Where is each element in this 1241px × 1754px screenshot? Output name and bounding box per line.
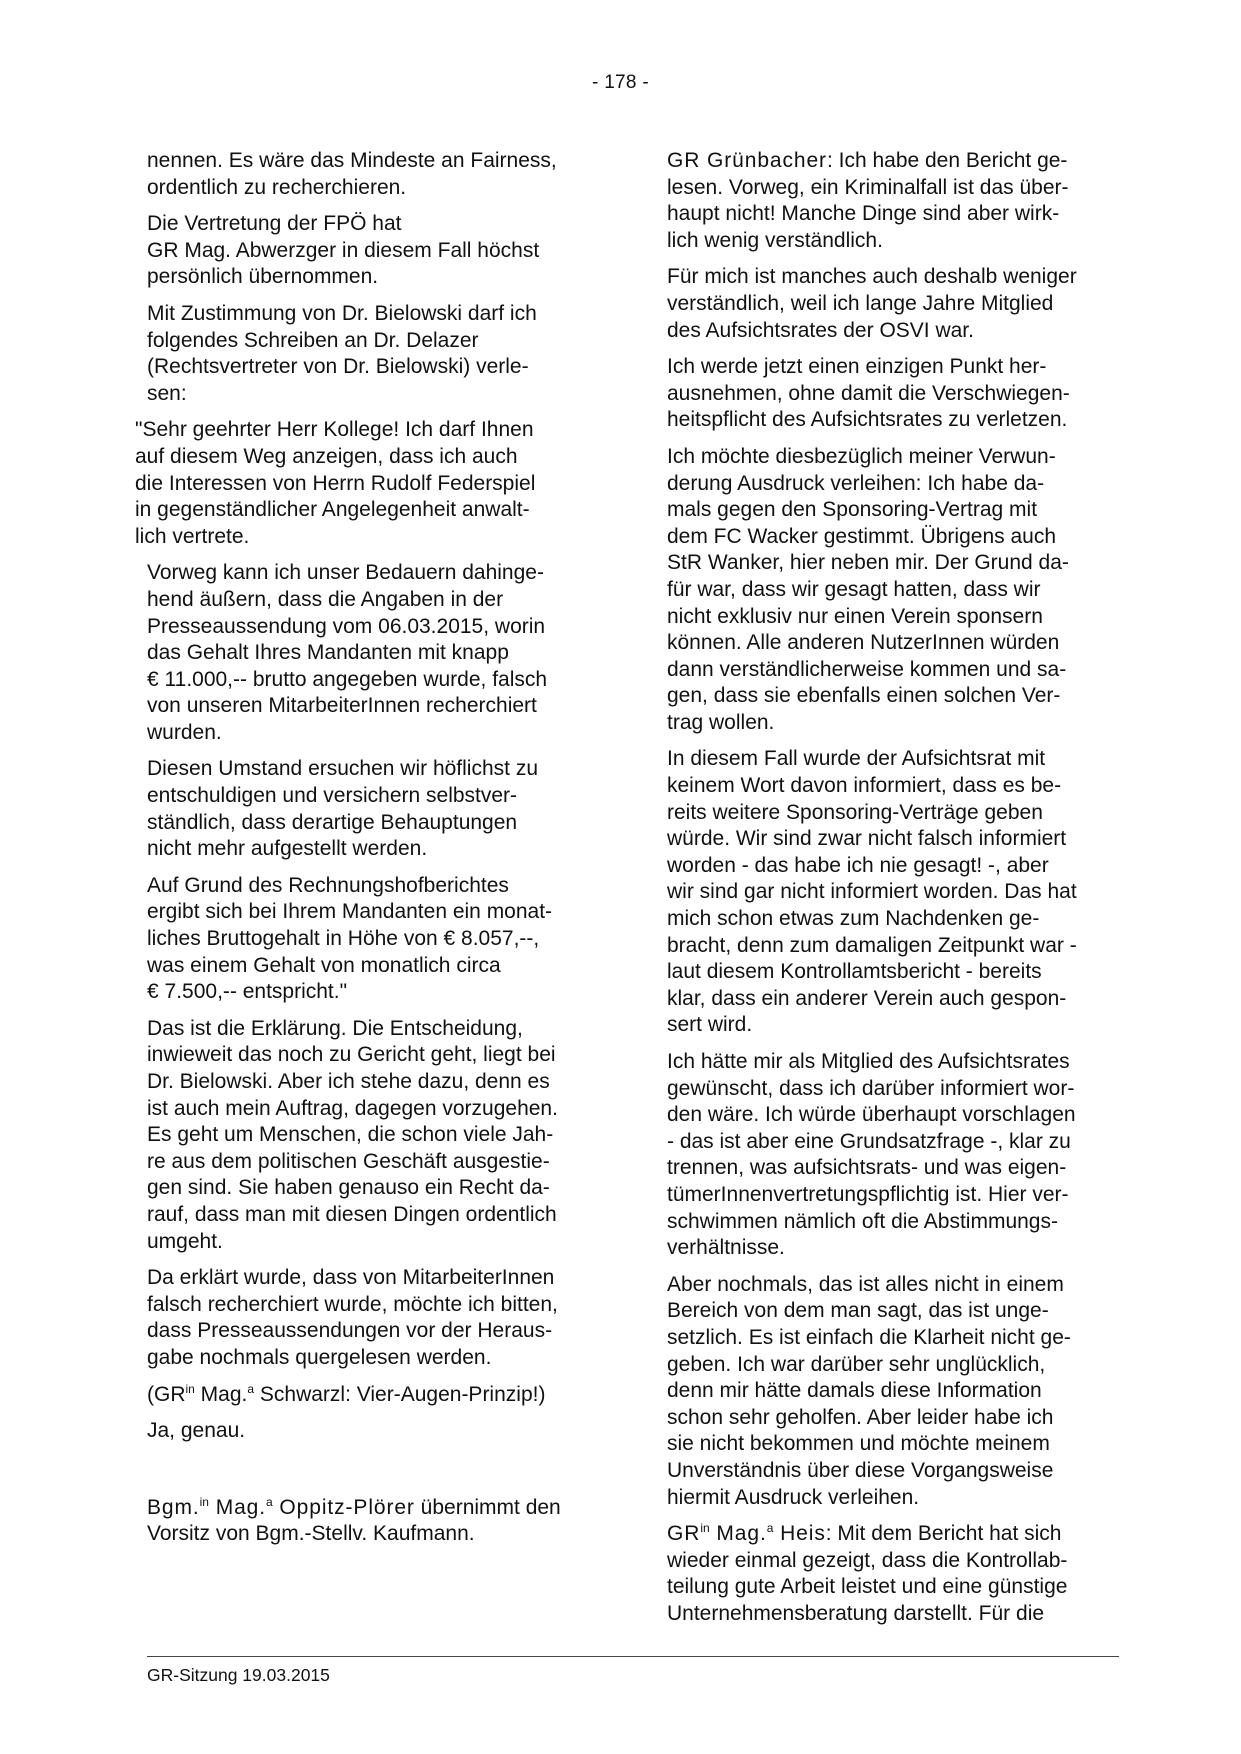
superscript: in	[185, 1381, 195, 1396]
speaker-title: Mag.	[709, 1522, 767, 1546]
footer-session-date: GR-Sitzung 19.03.2015	[147, 1665, 330, 1685]
interjection	[147, 1382, 597, 1409]
paragraph: Auf Grund des Rechnungshofberichtes ergibt sich bei Ihrem Mandanten ein monat- liches Bruttogehalt in Höhe von € 8.057,--, was einem Gehalt von monatlich circa € 7.500,-- entspricht."	[147, 873, 553, 1004]
superscript: in	[199, 1494, 209, 1509]
interjection-title: Mag.	[194, 1382, 248, 1406]
speaker-name: GR Grünbacher	[667, 149, 827, 172]
paragraph: Ja, genau.	[147, 1419, 246, 1443]
page-number: - 178 -	[591, 72, 649, 93]
chair-change-notice	[147, 1495, 597, 1548]
paragraph: Aber nochmals, das ist alles nicht in einem Bereich von dem man sagt, das ist unge- setzlich. Es ist einfach die Klarheit nicht ge- geben. Ich war darüber sehr unglücklich, denn mir hätte damals diese Information schon sehr geholfen. Aber leider habe ich sie nicht bekommen und möchte meinem Unverständnis über diese Vorgangsweise hiermit Ausdruck verleihen.	[667, 1272, 1071, 1509]
interjection-text: Schwarzl: Vier-Augen-Prinzip!)	[254, 1382, 546, 1406]
paragraph: Da erklärt wurde, dass von MitarbeiterInnen falsch recherchiert wurde, möchte ich bitten, dass Presseaussendungen vor der Heraus- gabe nochmals quergelesen werden.	[147, 1266, 558, 1369]
notice-text: Vorsitz von Bgm.-Stellv. Kaufmann.	[147, 1522, 475, 1546]
superscript: a	[266, 1494, 273, 1509]
paragraph: Diesen Umstand ersuchen wir höflichst zu entschuldigen und versichern selbstver- ständlich, dass derartige Behauptungen nicht mehr aufgestellt werden.	[147, 757, 539, 861]
footer-divider	[147, 1656, 1119, 1657]
paragraph: Ich hätte mir als Mitglied des Aufsichtsrates gewünscht, dass ich darüber informiert wor- den wäre. Ich würde überhaupt vorschlagen - das ist aber eine Grundsatzfrage -, klar zu trennen, was aufsichtsrats- und was eigen- tümerInnenvertretungspflichtig ist. Hier ver- schwimmen nämlich oft die Abstimmungs- verhältnisse.	[667, 1050, 1076, 1260]
paragraph: Ich werde jetzt einen einzigen Punkt her- ausnehmen, ohne damit die Verschwiegen- heitspflicht des Aufsichtsrates zu verletzen.	[667, 355, 1070, 432]
speaker-title: Bgm.	[147, 1495, 200, 1519]
left-column	[135, 148, 597, 1558]
speech-paragraph	[667, 148, 1119, 254]
speaker-title: GR	[667, 1522, 701, 1546]
speaker-title: Mag.	[208, 1495, 266, 1519]
speaker-name: Oppitz-Plörer	[272, 1495, 415, 1519]
paragraph: Mit Zustimmung von Dr. Bielowski darf ich folgendes Schreiben an Dr. Delazer (Rechtsvertreter von Dr. Bielowski) verle- sen:	[147, 301, 537, 405]
interjection-open: (GR	[147, 1382, 186, 1406]
paragraph: In diesem Fall wurde der Aufsichtsrat mit keinem Wort davon informiert, dass es be- reits weitere Sponsoring-Verträge geben würde. Wir sind zwar nicht falsch informiert worden - das habe ich nie gesagt! -, aber wir sind gar nicht informiert worden. Das hat mich schon etwas zum Nachdenken ge- bracht, denn zum damaligen Zeitpunkt war - laut diesem Kontrollamtsbericht - bereits klar, dass ein anderer Verein auch gespon- sert wird.	[667, 747, 1077, 1037]
paragraph: Die Vertretung der FPÖ hat GR Mag. Abwerzger in diesem Fall höchst persönlich übernommen.	[147, 212, 540, 289]
speech-text: : Mit dem Bericht hat sich wieder einmal gezeigt, dass die Kontrollab- teilung gute Arbeit leistet und eine günstige Unternehmensberatung darstellt. Für die	[667, 1522, 1068, 1625]
right-column	[667, 148, 1119, 1637]
speech-text: : Ich habe den Bericht ge- lesen. Vorweg, ein Kriminalfall ist das über- haupt nicht! Manche Dinge sind aber wirk- lich wenig verständlich.	[667, 149, 1069, 252]
notice-text: übernimmt den	[414, 1495, 561, 1519]
paragraph: Ich möchte diesbezüglich meiner Verwun- derung Ausdruck verleihen: Ich habe da- mals gegen den Sponsoring-Vertrag mit dem FC Wacker gestimmt. Übrigens auch StR Wanker, hier neben mir. Der Grund da- für war, dass wir gesagt hatten, dass wir nicht exklusiv nur einen Verein sponsern können. Alle anderen NutzerInnen würden dann verständlicherweise kommen und sa- gen, dass sie ebenfalls einen solchen Ver- trag wollen.	[667, 444, 1069, 734]
quoted-letter-paragraph: "Sehr geehrter Herr Kollege! Ich darf Ihnen auf diesem Weg anzeigen, dass ich auch die Interessen von Herrn Rudolf Federspiel in gegenständlicher Angelegenheit anwalt- lich vertrete.	[135, 418, 536, 548]
speech-paragraph	[667, 1521, 1119, 1627]
superscript: a	[247, 1381, 255, 1396]
paragraph: Vorweg kann ich unser Bedauern dahinge- hend äußern, dass die Angaben in der Presseaussendung vom 06.03.2015, worin das Gehalt Ihres Mandanten mit knapp € 11.000,-- brutto angegeben wurde, falsch von unseren MitarbeiterInnen recherchiert wurden.	[147, 561, 548, 744]
paragraph: nennen. Es wäre das Mindeste an Fairness, ordentlich zu recherchieren.	[147, 149, 557, 199]
superscript: in	[700, 1521, 710, 1536]
speaker-name: Heis	[773, 1522, 826, 1546]
paragraph: Für mich ist manches auch deshalb weniger verständlich, weil ich lange Jahre Mitglied des Aufsichtsrates der OSVI war.	[667, 265, 1077, 342]
paragraph: Das ist die Erklärung. Die Entscheidung, inwieweit das noch zu Gericht geht, liegt bei Dr. Bielowski. Aber ich stehe dazu, denn es ist auch mein Auftrag, dagegen vorzugehen. Es geht um Menschen, die schon viele Jah- re aus dem politischen Geschäft ausgestie- gen sind. Sie haben genauso ein Recht da- rauf, dass man mit diesen Dingen ordentlich umgeht.	[147, 1016, 558, 1253]
spacer	[147, 1455, 597, 1495]
superscript: a	[766, 1521, 774, 1536]
